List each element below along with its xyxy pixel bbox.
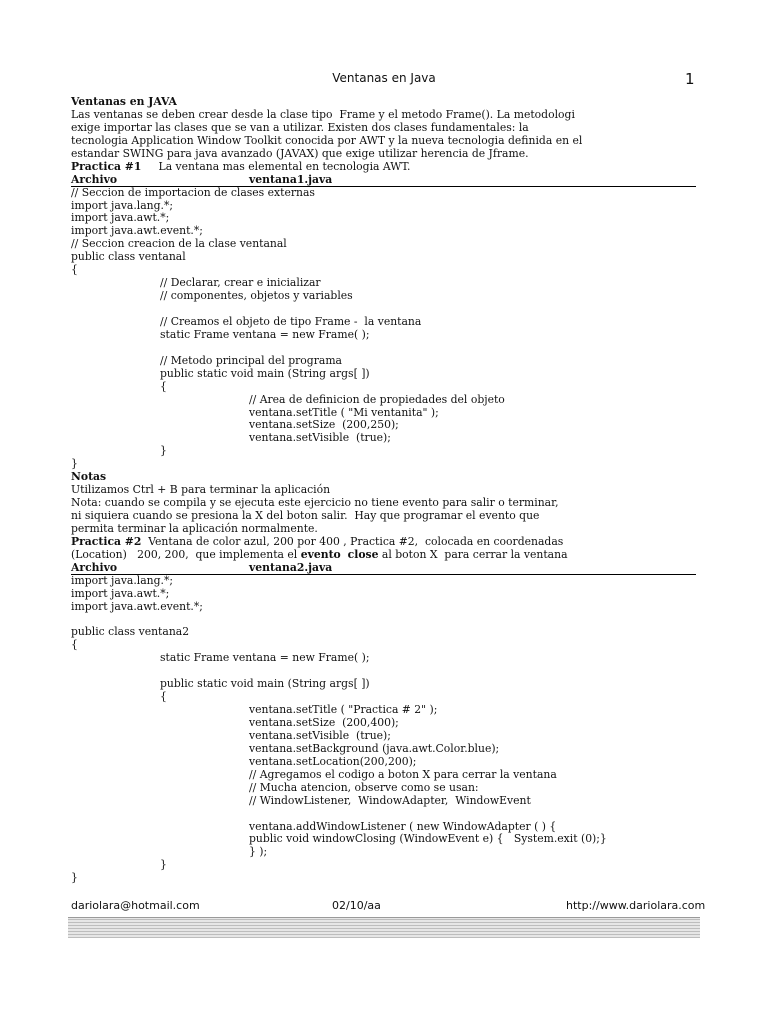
- code-line: {: [71, 638, 78, 652]
- notes-line: Nota: cuando se compila y se ejecuta este ejercicio no tiene evento para salir o terminar,: [71, 496, 559, 510]
- file-header-2: [71, 562, 696, 575]
- code-line: // Mucha atencion, observe como se usan:: [249, 780, 479, 794]
- intro-line: tecnologia Application Window Toolkit conocida por AWT y la nueva tecnologia definida en el: [71, 133, 583, 147]
- code-line: // Area de definicion de propiedades del objeto: [249, 392, 505, 406]
- practica2-text: al boton X para cerrar la ventana: [378, 547, 568, 561]
- footer-url: http://www.dariolara.com: [566, 899, 706, 912]
- code-line: // Agregamos el codigo a boton X para cerrar la ventana: [249, 767, 557, 781]
- file-label: Archivo: [71, 560, 118, 574]
- notes-line: Utilizamos Ctrl + B para terminar la aplicación: [71, 483, 331, 497]
- footer-decorative-bar: [68, 917, 700, 938]
- code-line: // Creamos el objeto de tipo Frame - la ventana: [160, 314, 422, 328]
- blank-line: [71, 342, 696, 355]
- notes-line: ni siquiera cuando se presiona la X del boton salir. Hay que programar el evento que: [71, 509, 540, 522]
- code-line: ventana.setVisible (true);: [249, 431, 391, 445]
- notes-line: permita terminar la aplicación normalmente.: [71, 521, 318, 535]
- intro-line: estandar SWING para java avanzado (JAVAX) que exige utilizar herencia de Jframe.: [71, 146, 529, 160]
- code-line: }: [160, 858, 167, 872]
- code-line: ventana.addWindowListener ( new WindowAdapter ( ) {: [249, 819, 557, 833]
- notes-heading: Notas: [71, 470, 107, 484]
- code-line: public class ventana2: [71, 625, 190, 639]
- practica1-description: La ventana mas elemental en tecnologia AWT.: [141, 159, 411, 173]
- section-heading: Ventanas en JAVA: [71, 95, 177, 108]
- practica2-description: Ventana de color azul, 200 por 400 , Practica #2, colocada en coordenadas: [141, 534, 564, 548]
- file-name: ventana1.java: [249, 172, 333, 186]
- code-line: {: [71, 263, 78, 277]
- keyword-close: close: [347, 547, 379, 561]
- blank-line: [71, 808, 696, 821]
- code-line: public void windowClosing (WindowEvent e) { System.exit (0);}: [249, 832, 607, 846]
- footer-email: dariolara@hotmail.com: [71, 899, 200, 912]
- practica2-line: [71, 549, 696, 562]
- document-body: [71, 96, 696, 885]
- page-number: 1: [685, 70, 695, 88]
- code-line: }: [160, 444, 167, 458]
- code-line: import java.lang.*;: [71, 573, 174, 587]
- code-line: } );: [249, 845, 268, 859]
- file-name: ventana2.java: [249, 560, 333, 574]
- keyword-evento: evento: [300, 547, 341, 561]
- code-line: public class ventanal: [71, 250, 186, 264]
- code-line: // WindowListener, WindowAdapter, WindowEvent: [249, 793, 531, 807]
- code-line: ventana.setSize (200,250);: [249, 418, 399, 432]
- practica2-text: (Location) 200, 200, que implementa el: [71, 547, 301, 561]
- practica2-label: Practica #2: [71, 534, 142, 548]
- intro-line: Las ventanas se deben crear desde la clase tipo Frame y el metodo Frame(). La metodologi: [71, 107, 575, 121]
- code-line: ventana.setTitle ( "Mi ventanita" );: [249, 405, 439, 419]
- document-title: Ventanas en Java: [332, 71, 436, 85]
- code-line: ventana.setSize (200,400);: [249, 716, 399, 729]
- code-line: // componentes, objetos y variables: [160, 289, 353, 303]
- code-line: ventana.setLocation(200,200);: [249, 754, 417, 768]
- footer-date: 02/10/aa: [332, 899, 381, 912]
- code-line: ventana.setVisible (true);: [249, 728, 391, 742]
- code-line: }: [71, 871, 78, 885]
- code-line: public static void main (String args[ ]): [160, 677, 370, 691]
- code-line: import java.awt.event.*;: [71, 224, 203, 238]
- code-line: {: [160, 690, 167, 704]
- code-line: // Seccion de importacion de clases externas: [71, 185, 315, 199]
- code-line: public static void main (String args[ ]): [160, 366, 370, 380]
- intro-line: exige importar las clases que se van a utilizar. Existen dos clases fundamentales: la: [71, 120, 529, 134]
- blank-line: [71, 303, 696, 316]
- code-line: // Declarar, crear e inicializar: [160, 276, 321, 290]
- code-line: import java.awt.*;: [71, 211, 170, 225]
- spacer-text: [341, 548, 348, 561]
- code-line: static Frame ventana = new Frame( );: [160, 651, 370, 665]
- code-line: ventana.setTitle ( "Practica # 2" );: [249, 703, 438, 717]
- code-line: // Metodo principal del programa: [160, 353, 342, 367]
- practica1-line: [71, 161, 696, 174]
- code-line: // Seccion creacion de la clase ventanal: [71, 237, 287, 251]
- code-line: import java.awt.event.*;: [71, 599, 203, 613]
- file-label: Archivo: [71, 172, 118, 186]
- code-line: {: [160, 379, 167, 393]
- code-line: }: [71, 457, 78, 471]
- code-line: import java.lang.*;: [71, 198, 174, 212]
- code-line: ventana.setBackground (java.awt.Color.blue);: [249, 741, 500, 755]
- code-line: static Frame ventana = new Frame( );: [160, 327, 370, 341]
- practica1-label: Practica #1: [71, 159, 142, 173]
- file-header-1: [71, 174, 696, 187]
- code-line: import java.awt.*;: [71, 586, 170, 600]
